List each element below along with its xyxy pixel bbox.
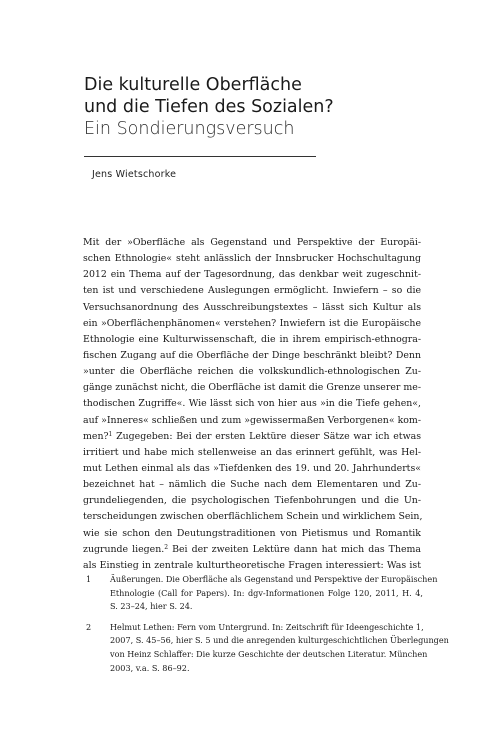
body-text bbox=[83, 235, 421, 574]
body-line: »unter die Oberfläche reichen die volkskundlich-ethnologischen Zu- bbox=[83, 366, 421, 378]
body-line: ein »Oberflächenphänomen« verstehen? Inwiefern ist die Europäische bbox=[83, 317, 421, 329]
footnote-1 bbox=[83, 573, 438, 614]
body-line-with-footnote-2 bbox=[83, 542, 421, 558]
body-line: als Einstieg in zentrale kulturtheoretische Fragen interessiert: Was ist bbox=[83, 559, 421, 571]
footnotes bbox=[83, 573, 449, 682]
body-segment: Bei der zweiten Lektüre dann hat mich das Thema bbox=[172, 543, 422, 555]
body-line: Ethnologie eine Kulturwissenschaft, die in ihrem empirisch-ethnogra- bbox=[83, 333, 421, 345]
body-line: bezeichnet hat – nämlich die Suche nach dem Elementaren und Zu- bbox=[83, 479, 421, 491]
body-line: 2012 ein Thema auf der Tagesordnung, das denkbar weit zugeschnit- bbox=[83, 269, 421, 281]
body-segment: men? bbox=[83, 430, 109, 442]
footnote-2 bbox=[83, 621, 449, 675]
body-segment: Zugegeben: Bei der ersten Lektüre dieser Sätze war ich etwas bbox=[116, 430, 422, 442]
footnote-line: Helmut Lethen: Fern vom Untergrund. In: Zeitschrift für Ideengeschichte 1, bbox=[110, 621, 424, 632]
body-line: fischen Zugang auf die Oberfläche der Dinge beschränkt bleibt? Denn bbox=[83, 349, 421, 361]
body-line: grundeliegenden, die psychologischen Tiefenbohrungen und die Un- bbox=[83, 495, 421, 507]
body-line: irritiert und habe mich stellenweise an das erinnert gefühlt, was Hel- bbox=[83, 446, 421, 458]
body-line: auf »Inneres« schließen und zum »gewissermaßen Verborgenen« kom- bbox=[83, 414, 421, 426]
title-rule bbox=[84, 156, 316, 157]
footnote-line: von Heinz Schlaffer: Die kurze Geschichte der deutschen Literatur. München bbox=[110, 648, 428, 659]
body-line-with-footnote-1 bbox=[83, 429, 421, 445]
title-line-2: und die Tiefen des Sozialen? bbox=[84, 97, 334, 117]
footnote-line: S. 23–24, hier S. 24. bbox=[110, 601, 193, 612]
subtitle: Ein Sondierungsversuch bbox=[84, 119, 295, 139]
body-line: Versuchsanordnung des Ausschreibungstextes – lässt sich Kultur als bbox=[83, 301, 421, 313]
body-line: wie sie schon den Deutungstraditionen von Pietismus und Romantik bbox=[83, 527, 421, 539]
footnote-number: 2 bbox=[86, 621, 92, 632]
footnote-line: 2007, S. 45–56, hier S. 5 und die anregenden kulturgeschichtlichen Überlegungen bbox=[110, 635, 449, 646]
footnote-line: Ethnologie (Call for Papers). In: dgv-Informationen Folge 120, 2011, H. 4, bbox=[110, 587, 423, 598]
footnote-mark-1[interactable]: 1 bbox=[108, 430, 113, 438]
footnote-line: Äußerungen. Die Oberfläche als Gegenstand und Perspektive der Europäischen bbox=[110, 574, 438, 584]
footnote-number: 1 bbox=[86, 574, 92, 584]
body-line: Mit der »Oberfläche als Gegenstand und Perspektive der Europäi- bbox=[83, 237, 421, 248]
body-segment: zugrunde liegen. bbox=[83, 543, 165, 555]
footnote-mark-2[interactable]: 2 bbox=[164, 543, 169, 551]
body-line: thodischen Zugriffe«. Wie lässt sich von hier aus »in die Tiefe gehen«, bbox=[83, 398, 421, 410]
body-line: gänge zunächst nicht, die Oberfläche ist damit die Grenze unserer me- bbox=[83, 382, 421, 394]
body-line: mut Lethen einmal als das »Tiefdenken des 19. und 20. Jahrhunderts« bbox=[83, 462, 421, 474]
body-line: schen Ethnologie« steht anlässlich der Innsbrucker Hochschultagung bbox=[83, 253, 421, 265]
body-line: ten ist und verschiedene Auslegungen ermöglicht. Inwiefern – so die bbox=[83, 285, 421, 297]
author-name: Jens Wietschorke bbox=[92, 169, 177, 180]
body-line: terscheidungen zwischen oberflächlichem Schein und wirklichem Sein, bbox=[83, 511, 423, 523]
footnote-line: 2003, v.a. S. 86–92. bbox=[110, 662, 190, 673]
chapter-title bbox=[84, 74, 424, 140]
title-line-1: Die kulturelle Oberfläche bbox=[84, 75, 302, 95]
